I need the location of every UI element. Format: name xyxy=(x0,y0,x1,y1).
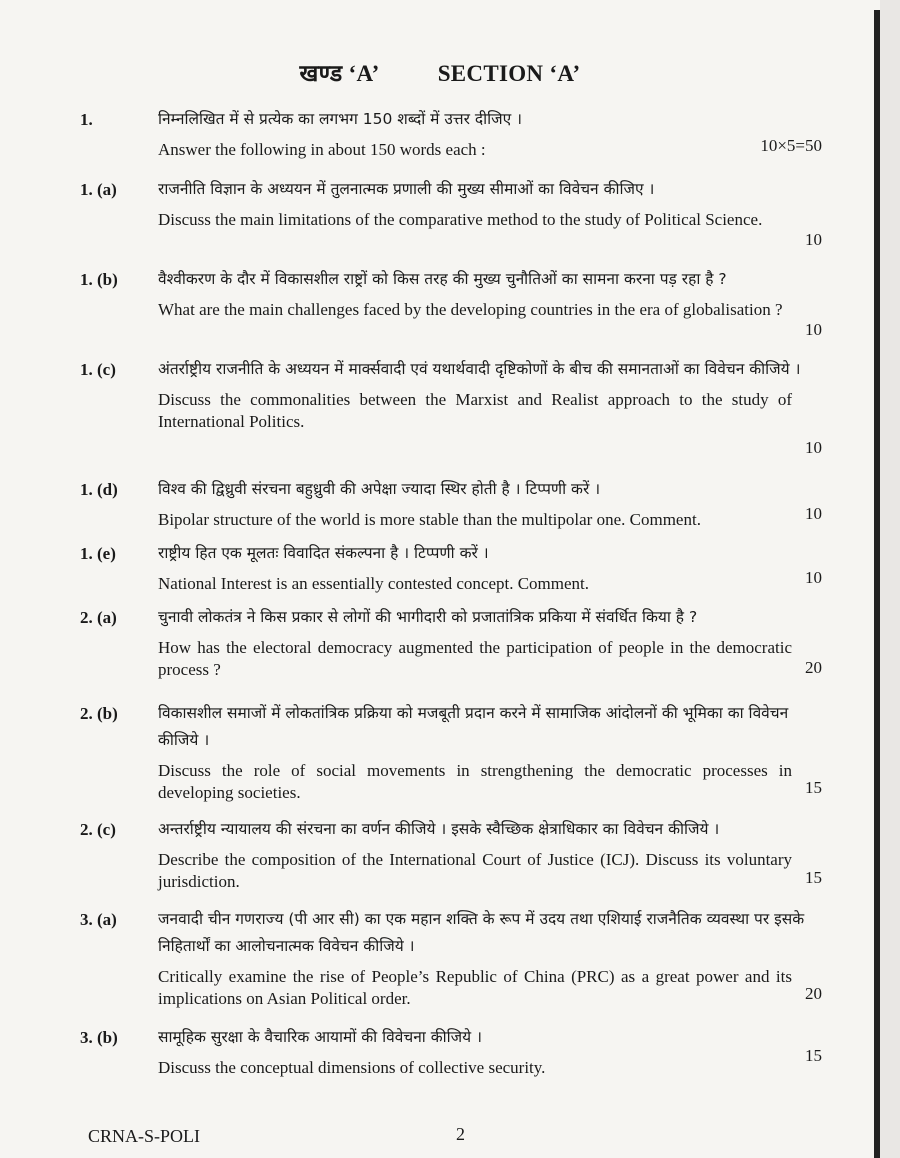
question-marks: 10×5=50 xyxy=(760,136,822,155)
question-text-english: Discuss the role of social movements in strengthening the democratic processes in developing societies. xyxy=(158,761,792,802)
question-number: 2. (b) xyxy=(80,704,118,723)
question-text-hindi: राजनीति विज्ञान के अध्ययन में तुलनात्मक प्रणाली की मुख्य सीमाओं का विवेचन कीजिए । xyxy=(158,180,655,198)
question-number: 1. (a) xyxy=(80,180,117,199)
question-number: 1. xyxy=(80,110,93,129)
question-text-english: Discuss the commonalities between the Marxist and Realist approach to the study of International Politics. xyxy=(158,390,792,431)
question-marks: 10 xyxy=(805,504,822,523)
scan-edge xyxy=(874,10,880,1158)
question-text-hindi: अन्तर्राष्ट्रीय न्यायालय की संरचना का वर्णन कीजिये । इसके स्वैच्छिक क्षेत्राधिकार का विवेचन कीजिये । xyxy=(158,820,720,838)
question-text-hindi: सामूहिक सुरक्षा के वैचारिक आयामों की विवेचना कीजिये । xyxy=(158,1028,482,1046)
question-text-english: Answer the following in about 150 words each : xyxy=(158,140,486,159)
question-text-hindi: विश्व की द्विध्रुवी संरचना बहुध्रुवी की अपेक्षा ज्यादा स्थिर होती है । टिप्पणी करें । xyxy=(158,480,601,498)
question-number: 2. (a) xyxy=(80,608,117,627)
question-text-english: Bipolar structure of the world is more stable than the multipolar one. Comment. xyxy=(158,510,701,529)
section-heading xyxy=(0,56,880,88)
question-text-english: National Interest is an essentially contested concept. Comment. xyxy=(158,574,590,593)
question-marks: 10 xyxy=(805,438,822,457)
question-text-hindi: वैश्वीकरण के दौर में विकासशील राष्ट्रों को किस तरह की मुख्य चुनौतिओं का सामना करना पड़ रहा है ? xyxy=(158,270,727,288)
question-marks: 10 xyxy=(805,320,822,339)
question-text-hindi: राष्ट्रीय हित एक मूलतः विवादित संकल्पना है । टिप्पणी करें । xyxy=(158,544,489,562)
question-text-english: Discuss the conceptual dimensions of collective security. xyxy=(158,1058,546,1077)
question-marks: 15 xyxy=(805,778,822,797)
question-text-english: What are the main challenges faced by the developing countries in the era of globalisation ? xyxy=(158,300,783,319)
question-text-english: Discuss the main limitations of the comparative method to the study of Political Science. xyxy=(158,210,763,229)
question-number: 1. (b) xyxy=(80,270,118,289)
question-text-hindi: निम्नलिखित में से प्रत्येक का लगभग 150 शब्दों में उत्तर दीजिए । xyxy=(158,110,522,128)
question-text-hindi: चुनावी लोकतंत्र ने किस प्रकार से लोगों की भागीदारी को प्रजातांत्रिक प्रकिया में संवर्धित किया है ? xyxy=(158,608,698,626)
question-number: 3. (b) xyxy=(80,1028,118,1047)
section-heading-hindi: खण्ड ‘A’ xyxy=(299,61,380,86)
paper-code: CRNA-S-POLI xyxy=(88,1126,201,1146)
question-marks: 15 xyxy=(805,868,822,887)
question-text-hindi: विकासशील समाजों में लोकतांत्रिक प्रक्रिया को मजबूती प्रदान करने में सामाजिक आंदोलनों की भूमिका का विवेचन कीजिये । xyxy=(158,704,789,749)
question-number: 3. (a) xyxy=(80,910,117,929)
question-text-english: Describe the composition of the International Court of Justice (ICJ). Discuss its voluntary jurisdiction. xyxy=(158,850,792,891)
question-number: 1. (d) xyxy=(80,480,118,499)
question-text-hindi: जनवादी चीन गणराज्य (पी आर सी) का एक महान शक्ति के रूप में उदय तथा एशियाई राजनैतिक व्यवस्था पर इसके निहितार्थों का आलोचनात्मक विवेचन कीजिये । xyxy=(158,910,805,955)
question-text-english: How has the electoral democracy augmented the participation of people in the democratic process ? xyxy=(158,638,792,679)
page-number: 2 xyxy=(456,1124,465,1144)
question-number: 1. (c) xyxy=(80,360,116,379)
question-number: 1. (e) xyxy=(80,544,116,563)
question-text-hindi: अंतर्राष्ट्रीय राजनीति के अध्ययन में मार्क्सवादी एवं यथार्थवादी दृष्टिकोणों के बीच की समानताओं का विवेचन कीजिये । xyxy=(158,360,801,378)
section-heading-english: SECTION ‘A’ xyxy=(437,61,581,86)
question-text-english: Critically examine the rise of People’s Republic of China (PRC) as a great power and its implications on Asian Political order. xyxy=(158,967,792,1008)
question-marks: 20 xyxy=(805,658,822,677)
question-marks: 15 xyxy=(805,1046,822,1065)
question-marks: 10 xyxy=(805,568,822,587)
question-marks: 20 xyxy=(805,984,822,1003)
question-marks: 10 xyxy=(805,230,822,249)
question-number: 2. (c) xyxy=(80,820,116,839)
